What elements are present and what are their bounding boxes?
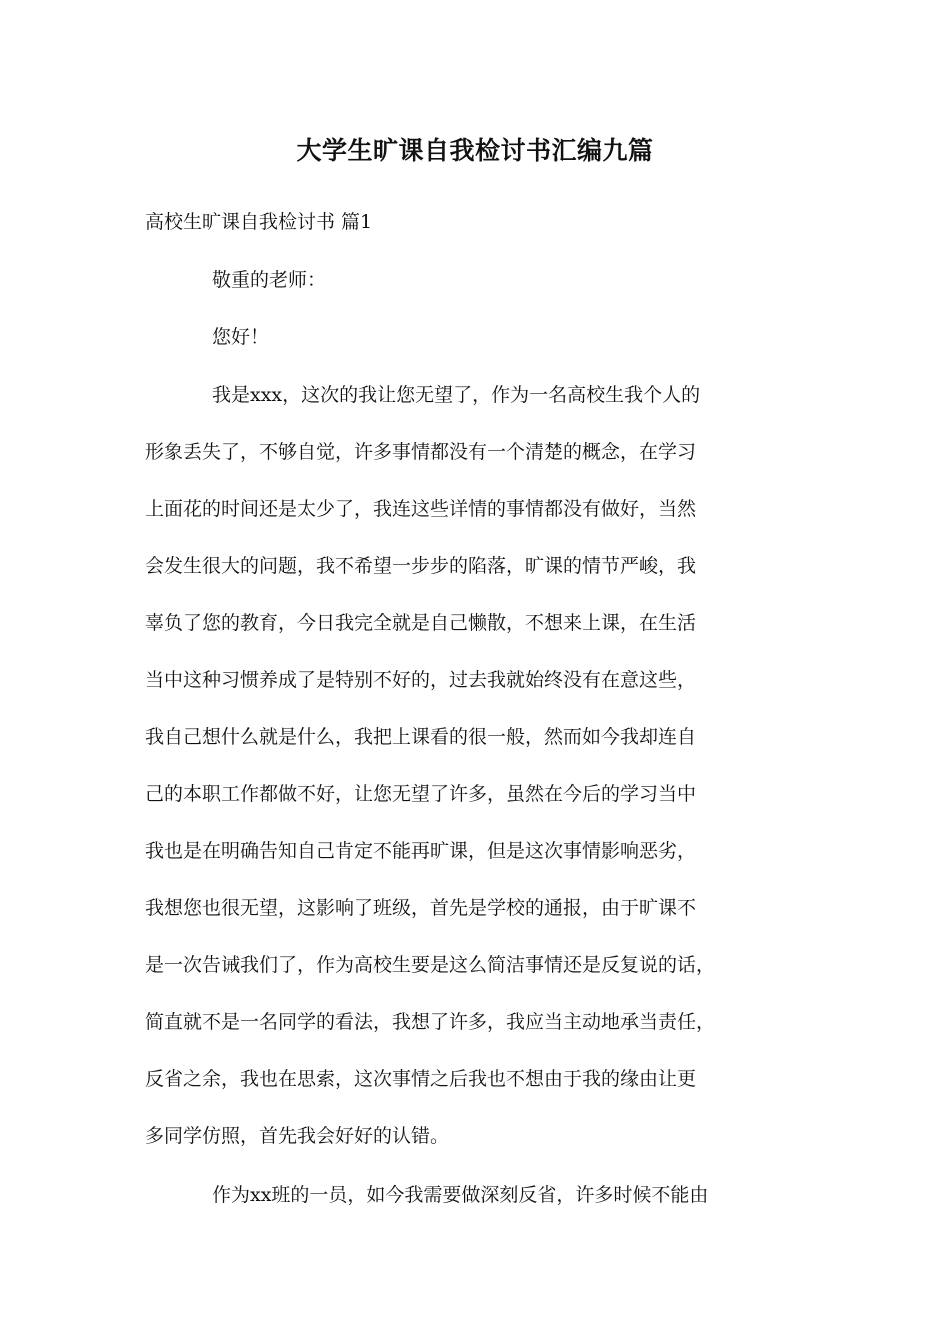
paragraph-line: 多同学仿照，首先我会好好的认错。 <box>145 1125 450 1147</box>
paragraph-line: 作为xx班的一员，如今我需要做深刻反省，许多时候不能由 <box>212 1184 709 1206</box>
paragraph-line: 我自己想什么就是什么，我把上课看的很一般，然而如今我却连自 <box>145 726 697 748</box>
section-heading: 高校生旷课自我检讨书 篇1 <box>145 211 373 233</box>
paragraph-line: 上面花的时间还是太少了，我连这些详情的事情都没有做好，当然 <box>145 498 697 520</box>
paragraph-line: 形象丢失了，不够自觉，许多事情都没有一个清楚的概念，在学习 <box>145 441 697 463</box>
paragraph-line: 会发生很大的问题，我不希望一步步的陷落，旷课的情节严峻，我 <box>145 555 697 577</box>
greeting: 您好！ <box>212 326 270 348</box>
paragraph-line: 是一次告诫我们了，作为高校生要是这么简洁事情还是反复说的话， <box>145 954 716 976</box>
paragraph-line: 我想您也很无望，这影响了班级，首先是学校的通报，由于旷课不 <box>145 897 697 919</box>
paragraph-line: 己的本职工作都做不好，让您无望了许多，虽然在今后的学习当中 <box>145 783 697 805</box>
paragraph-line: 反省之余，我也在思索，这次事情之后我也不想由于我的缘由让更 <box>145 1068 697 1090</box>
paragraph-line: 我也是在明确告知自己肯定不能再旷课，但是这次事情影响恶劣， <box>145 840 697 862</box>
paragraph-line: 当中这种习惯养成了是特别不好的，过去我就始终没有在意这些， <box>145 669 697 691</box>
salutation: 敬重的老师： <box>212 269 327 291</box>
paragraph-line: 我是xxx，这次的我让您无望了，作为一名高校生我个人的 <box>212 384 701 406</box>
paragraph-line: 简直就不是一名同学的看法，我想了许多，我应当主动地承当责任， <box>145 1011 716 1033</box>
paragraph-line: 辜负了您的教育，今日我完全就是自己懒散，不想来上课，在生活 <box>145 612 697 634</box>
document-title: 大学生旷课自我检讨书汇编九篇 <box>296 136 654 165</box>
